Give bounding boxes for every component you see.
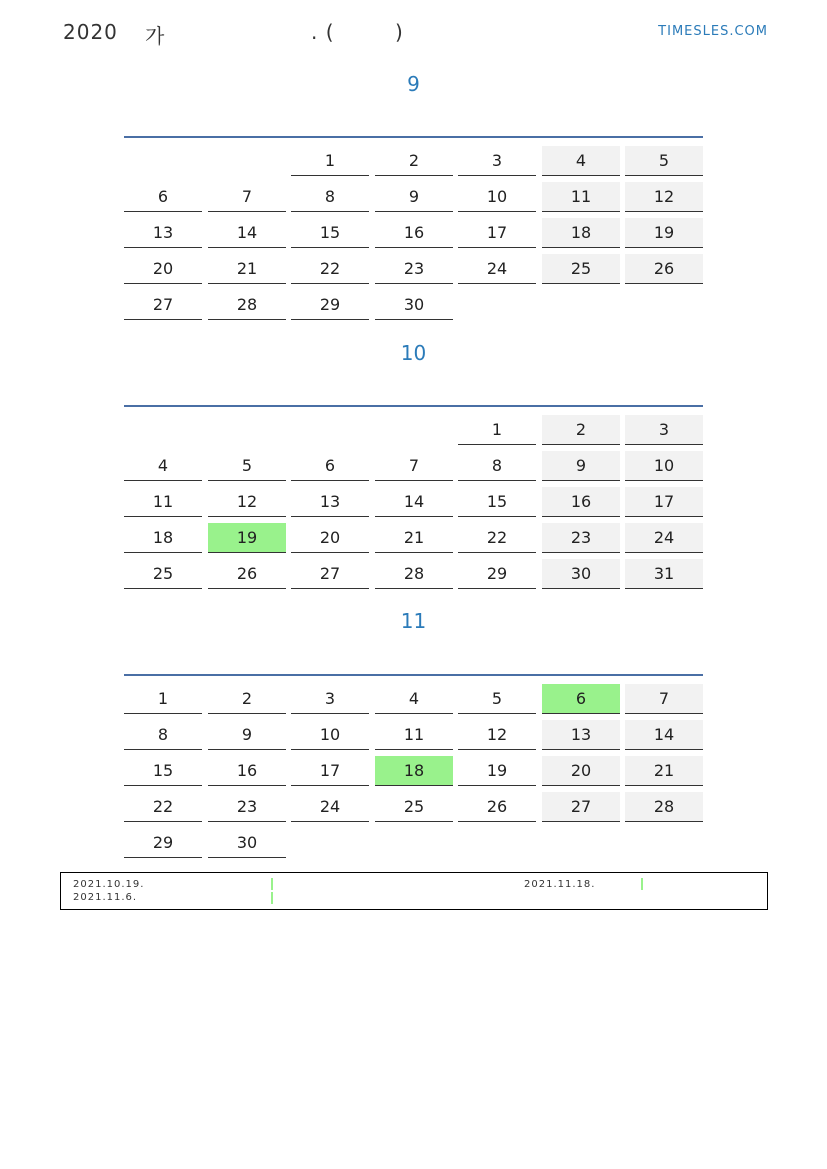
day-cell: 6 [542,684,620,714]
day-cell: 9 [208,720,286,750]
day-cell: 11 [124,487,202,517]
day-cell: 14 [375,487,453,517]
title-paren-open: . ( [311,20,335,44]
day-cell: 23 [375,254,453,284]
day-cell: 10 [458,182,536,212]
title-paren-close: ) [395,20,404,44]
day-cell: 29 [458,559,536,589]
month-title-october: 10 [400,341,427,365]
day-cell: 25 [375,792,453,822]
day-cell: 4 [124,451,202,481]
title-year: 2020 [63,20,118,44]
day-cell: 27 [542,792,620,822]
day-cell: 12 [208,487,286,517]
day-cell: 21 [625,756,703,786]
day-cell: 3 [458,146,536,176]
day-cell: 4 [542,146,620,176]
day-cell: 13 [542,720,620,750]
day-cell: 1 [124,684,202,714]
calendar-september [124,136,703,314]
day-cell: 20 [291,523,369,553]
day-cell: 7 [375,451,453,481]
day-cell: 30 [375,290,453,320]
day-cell: 27 [291,559,369,589]
day-cell: 9 [542,451,620,481]
month-title-september: 9 [407,72,420,96]
day-cell: 1 [291,146,369,176]
holiday-notes [60,872,768,910]
calendar-rule [124,405,703,407]
day-cell: 14 [208,218,286,248]
day-cell: 16 [542,487,620,517]
day-cell: 8 [291,182,369,212]
title-word: 가 [145,24,166,48]
day-cell: 3 [291,684,369,714]
day-cell: 10 [291,720,369,750]
day-cell: 2 [542,415,620,445]
day-cell: 18 [375,756,453,786]
day-cell: 28 [208,290,286,320]
day-cell: 19 [208,523,286,553]
note-date: 2021.11.18. [524,879,596,890]
day-cell: 12 [458,720,536,750]
day-cell: 11 [375,720,453,750]
note-date: 2021.10.19. [73,879,145,890]
day-cell: 5 [458,684,536,714]
day-cell: 6 [291,451,369,481]
day-cell: 8 [458,451,536,481]
brand-link[interactable]: TIMESLES.COM [658,24,768,39]
day-cell: 24 [625,523,703,553]
page-header [63,20,768,46]
day-cell: 22 [124,792,202,822]
day-cell: 10 [625,451,703,481]
holiday-marker [271,892,273,904]
day-cell: 2 [375,146,453,176]
day-cell: 9 [375,182,453,212]
calendar-rule [124,674,703,676]
day-cell: 17 [291,756,369,786]
day-cell: 16 [208,756,286,786]
day-cell: 23 [542,523,620,553]
day-cell: 20 [124,254,202,284]
day-cell: 26 [208,559,286,589]
holiday-marker [271,878,273,890]
day-cell: 15 [124,756,202,786]
day-cell: 13 [124,218,202,248]
calendar-rule [124,136,703,138]
day-cell: 23 [208,792,286,822]
day-cell: 1 [458,415,536,445]
day-cell: 18 [542,218,620,248]
day-cell: 21 [208,254,286,284]
day-cell: 17 [625,487,703,517]
day-cell: 28 [625,792,703,822]
month-title-november: 11 [400,609,427,633]
day-cell: 7 [625,684,703,714]
day-cell: 30 [208,828,286,858]
day-cell: 12 [625,182,703,212]
day-cell: 29 [124,828,202,858]
day-cell: 14 [625,720,703,750]
day-cell: 6 [124,182,202,212]
day-cell: 21 [375,523,453,553]
day-cell: 13 [291,487,369,517]
day-cell: 31 [625,559,703,589]
day-cell: 3 [625,415,703,445]
holiday-marker [641,878,643,890]
calendar-november [124,674,703,852]
day-cell: 19 [458,756,536,786]
day-cell: 5 [208,451,286,481]
day-cell: 18 [124,523,202,553]
day-cell: 26 [625,254,703,284]
day-cell: 26 [458,792,536,822]
day-cell: 8 [124,720,202,750]
calendar-october [124,405,703,583]
day-cell: 30 [542,559,620,589]
day-cell: 5 [625,146,703,176]
day-cell: 2 [208,684,286,714]
day-cell: 25 [124,559,202,589]
day-cell: 17 [458,218,536,248]
day-cell: 28 [375,559,453,589]
day-cell: 15 [291,218,369,248]
day-cell: 22 [291,254,369,284]
day-cell: 22 [458,523,536,553]
day-cell: 27 [124,290,202,320]
day-cell: 7 [208,182,286,212]
day-cell: 20 [542,756,620,786]
day-cell: 4 [375,684,453,714]
day-cell: 24 [458,254,536,284]
day-cell: 16 [375,218,453,248]
day-cell: 11 [542,182,620,212]
day-cell: 19 [625,218,703,248]
day-cell: 29 [291,290,369,320]
day-cell: 25 [542,254,620,284]
day-cell: 15 [458,487,536,517]
note-date: 2021.11.6. [73,892,138,903]
day-cell: 24 [291,792,369,822]
